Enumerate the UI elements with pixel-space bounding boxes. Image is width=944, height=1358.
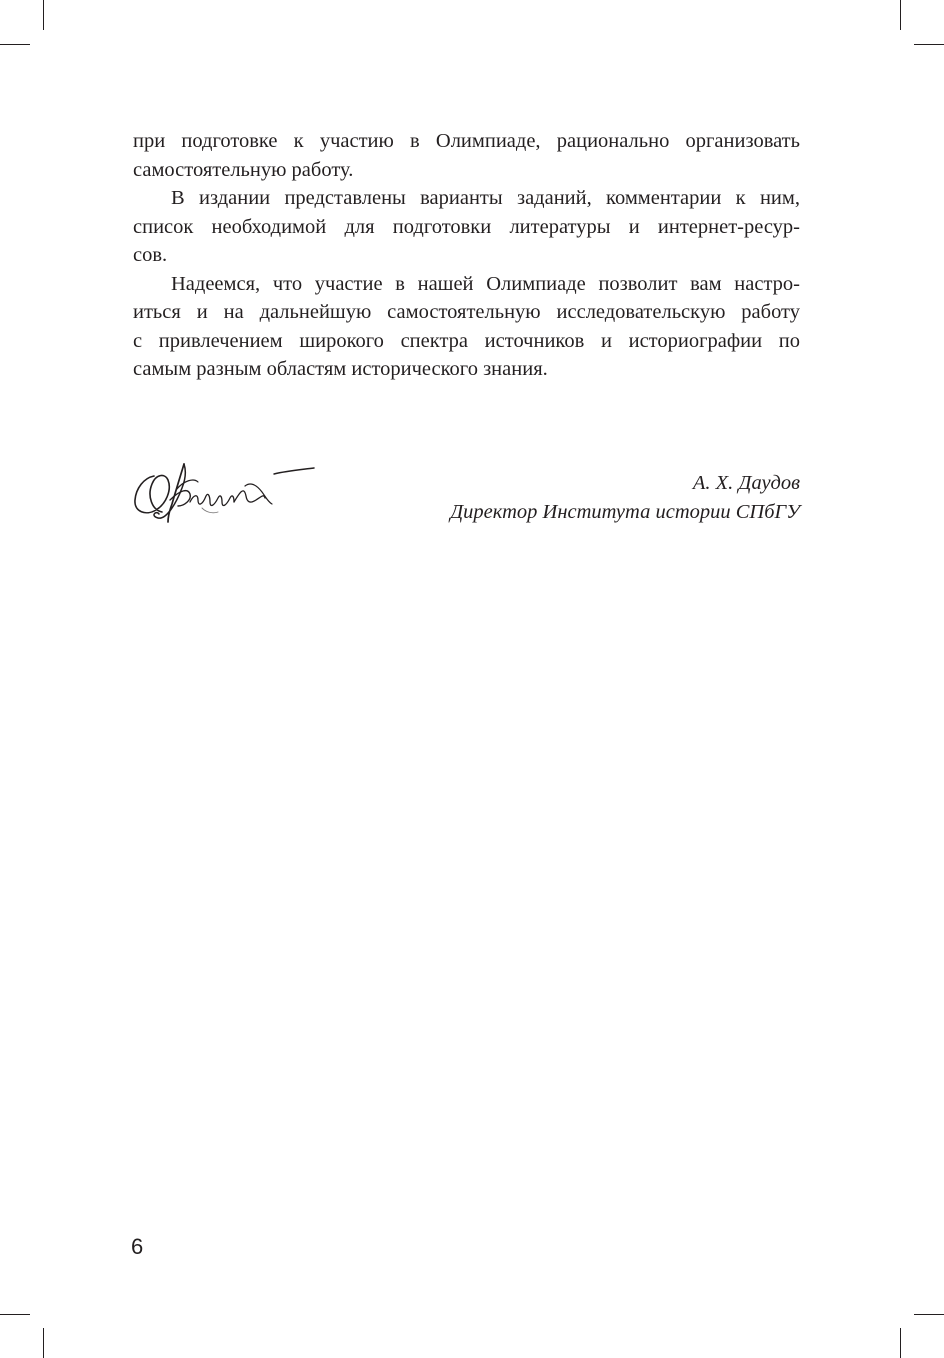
text-line: Надеемся, что участие в нашей Олимпиаде позволит вам настро-	[171, 272, 800, 295]
body-text	[133, 127, 800, 384]
text-line: В издании представлены варианты заданий, комментарии к ним,	[171, 187, 800, 209]
text-line: с привлечением широкого спектра источников и историографии по	[133, 329, 800, 352]
crop-mark-top-right-vertical	[900, 0, 901, 30]
paragraph-2	[133, 184, 800, 270]
paragraph-1	[133, 127, 800, 184]
crop-mark-top-left-horizontal	[0, 44, 30, 45]
text-line: самым разным областям исторического знания.	[133, 358, 548, 380]
crop-mark-top-right-horizontal	[914, 44, 944, 45]
page-number: 6	[131, 1234, 144, 1259]
text-line: иться и на дальнейшую самостоятельную исследовательскую работу	[133, 301, 800, 323]
paragraph-3	[133, 270, 800, 384]
crop-mark-bottom-left-horizontal	[0, 1314, 30, 1315]
crop-mark-bottom-left-vertical	[43, 1328, 44, 1358]
text-line: сов.	[133, 244, 168, 266]
crop-mark-bottom-right-vertical	[900, 1328, 901, 1358]
author-title: Директор Института истории СПбГУ	[450, 501, 800, 523]
text-line: список необходимой для подготовки литературы и интернет-ресур-	[133, 215, 800, 238]
text-line: при подготовке к участию в Олимпиаде, рационально организовать	[133, 130, 800, 152]
author-name: А. Х. Даудов	[692, 472, 800, 494]
handwritten-signature	[132, 440, 316, 524]
text-line: самостоятельную работу.	[133, 158, 354, 181]
crop-mark-top-left-vertical	[43, 0, 44, 30]
author-block	[450, 469, 800, 527]
crop-mark-bottom-right-horizontal	[914, 1314, 944, 1315]
